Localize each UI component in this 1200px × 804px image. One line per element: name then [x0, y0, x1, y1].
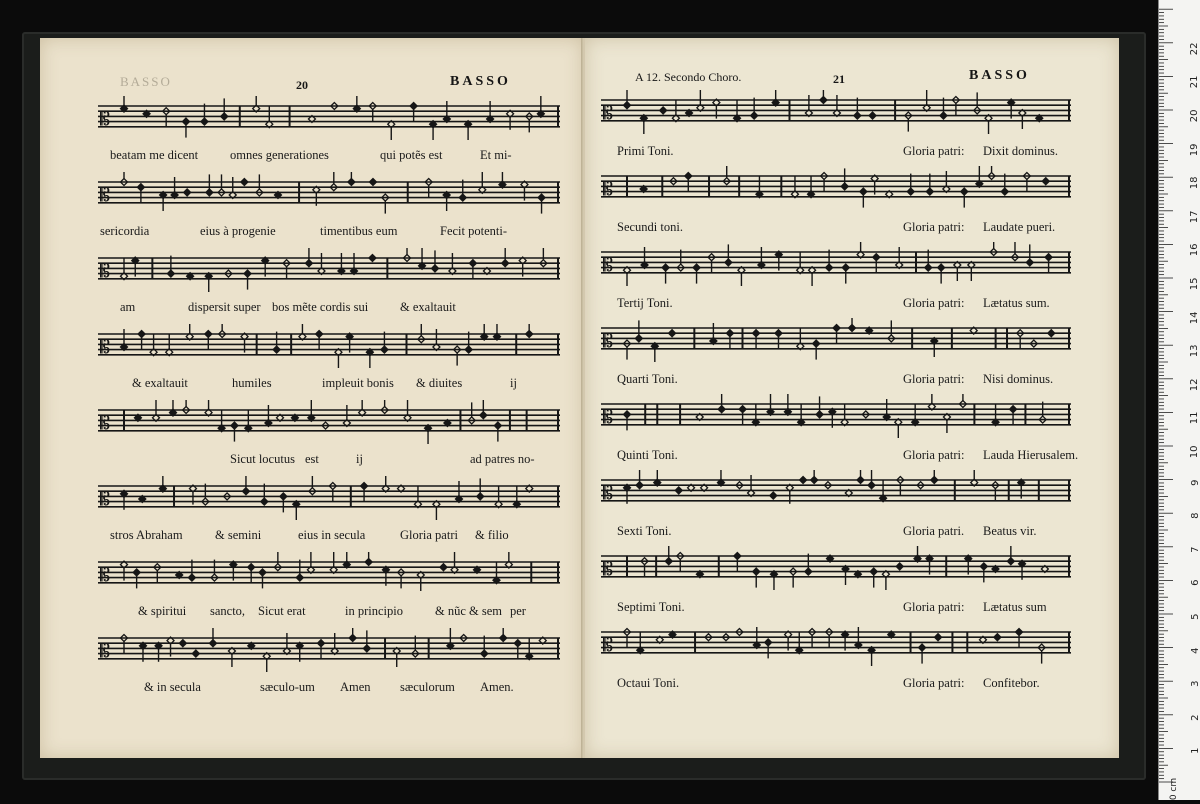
ruler-mark: 3 — [1190, 681, 1200, 687]
svg-text:𝄡: 𝄡 — [603, 559, 613, 580]
measuring-ruler — [1158, 0, 1200, 800]
lyric-text: ad patres no- — [470, 452, 535, 467]
lyric-text: & nũc & sem — [435, 604, 502, 619]
lyric-text: humiles — [232, 376, 272, 391]
music-staff — [98, 324, 560, 368]
lyric-text: Octaui Toni. — [617, 676, 679, 691]
ruler-mark: 19 — [1190, 143, 1200, 156]
ruler-mark: 7 — [1190, 546, 1200, 552]
lyric-text: eius in secula — [298, 528, 365, 543]
svg-text:𝄡: 𝄡 — [100, 109, 110, 130]
lyric-text: & spiritui — [138, 604, 186, 619]
lyric-text: Lætatus sum — [983, 600, 1047, 615]
lyric-text: Lætatus sum. — [983, 296, 1050, 311]
lyric-text: timentibus eum — [320, 224, 397, 239]
ruler-mark: 14 — [1190, 311, 1200, 324]
lyric-text: ij — [510, 376, 517, 391]
lyric-text: stros Abraham — [110, 528, 183, 543]
lyric-text: Septimi Toni. — [617, 600, 685, 615]
lyric-text: est — [305, 452, 319, 467]
lyric-text: Gloria patri: — [903, 296, 964, 311]
lyric-text: Sicut locutus — [230, 452, 295, 467]
lyric-text: Amen. — [480, 680, 514, 695]
ruler-mark: 6 — [1190, 580, 1200, 586]
music-staff — [601, 470, 1071, 514]
music-staff — [601, 242, 1071, 286]
ruler-mark: 22 — [1190, 42, 1200, 55]
ruler-mark: 1 — [1190, 748, 1200, 754]
lyric-text: Gloria patri: — [903, 220, 964, 235]
right-page — [585, 38, 1119, 758]
svg-text:𝄡: 𝄡 — [100, 261, 110, 282]
svg-text:𝄡: 𝄡 — [100, 413, 110, 434]
music-staff — [98, 400, 560, 444]
music-staff — [98, 476, 560, 520]
ruler-mark: 9 — [1190, 479, 1200, 485]
svg-text:𝄡: 𝄡 — [603, 103, 613, 124]
music-staff — [601, 394, 1071, 438]
page-number: 21 — [833, 72, 845, 87]
bleed-through-text: BASSO — [120, 74, 172, 90]
ruler-mark: 10 — [1190, 446, 1200, 459]
lyric-text: Gloria patri — [400, 528, 458, 543]
lyric-text: eius à progenie — [200, 224, 276, 239]
lyric-text: & semini — [215, 528, 261, 543]
lyric-text: sericordia — [100, 224, 149, 239]
ruler-unit: 0 cm — [1169, 778, 1179, 800]
music-staff — [601, 622, 1071, 666]
lyric-text: Lauda Hierusalem. — [983, 448, 1078, 463]
ruler-mark: 15 — [1190, 278, 1200, 291]
lyric-text: Fecit potenti- — [440, 224, 507, 239]
ruler-mark: 11 — [1190, 412, 1200, 425]
lyric-text: Gloria patri: — [903, 372, 964, 387]
lyric-text: impleuit bonis — [322, 376, 394, 391]
svg-text:𝄡: 𝄡 — [603, 407, 613, 428]
lyric-text: Et mi- — [480, 148, 512, 163]
ruler-mark: 2 — [1190, 714, 1200, 720]
ruler-mark: 16 — [1190, 244, 1200, 257]
ruler-mark: 12 — [1190, 378, 1200, 391]
svg-text:𝄡: 𝄡 — [603, 483, 613, 504]
ruler-mark: 8 — [1190, 513, 1200, 519]
music-staff — [98, 96, 560, 140]
music-staff — [601, 318, 1071, 362]
lyric-text: Sicut erat — [258, 604, 306, 619]
lyric-text: dispersit super — [188, 300, 261, 315]
music-staff — [98, 172, 560, 216]
left-page — [40, 38, 583, 758]
music-staff — [98, 628, 560, 672]
svg-text:𝄡: 𝄡 — [100, 489, 110, 510]
lyric-text: per — [510, 604, 526, 619]
lyric-text: & exaltauit — [132, 376, 188, 391]
lyric-text: & in secula — [144, 680, 201, 695]
music-staff — [601, 90, 1071, 134]
lyric-text: sancto, — [210, 604, 245, 619]
lyric-text: & diuites — [416, 376, 462, 391]
lyric-text: in principio — [345, 604, 403, 619]
lyric-text: Primi Toni. — [617, 144, 674, 159]
lyric-text: Quarti Toni. — [617, 372, 678, 387]
svg-text:𝄡: 𝄡 — [100, 185, 110, 206]
lyric-text: omnes generationes — [230, 148, 329, 163]
lyric-text: Gloria patri: — [903, 600, 964, 615]
lyric-text: am — [120, 300, 135, 315]
lyric-text: Tertij Toni. — [617, 296, 673, 311]
lyric-text: Gloria patri. — [903, 524, 964, 539]
lyric-text: qui potẽs est — [380, 148, 443, 163]
lyric-text: Quinti Toni. — [617, 448, 678, 463]
lyric-text: Laudate pueri. — [983, 220, 1055, 235]
part-name: BASSO — [450, 74, 511, 90]
lyric-text: Secundi toni. — [617, 220, 683, 235]
lyric-text: Gloria patri: — [903, 144, 964, 159]
ruler-mark: 21 — [1190, 76, 1200, 89]
lyric-text: Nisi dominus. — [983, 372, 1053, 387]
lyric-text: ij — [356, 452, 363, 467]
music-staff — [98, 552, 560, 596]
ruler-mark: 5 — [1190, 614, 1200, 620]
lyric-text: Amen — [340, 680, 371, 695]
choir-header: A 12. Secondo Choro. — [635, 70, 741, 85]
lyric-text: sæculorum — [400, 680, 455, 695]
ruler-mark: 4 — [1190, 647, 1200, 653]
lyric-text: Gloria patri: — [903, 448, 964, 463]
lyric-text: Dixit dominus. — [983, 144, 1058, 159]
svg-text:𝄡: 𝄡 — [100, 337, 110, 358]
music-staff — [601, 166, 1071, 210]
ruler-mark: 13 — [1190, 345, 1200, 358]
lyric-text: Beatus vir. — [983, 524, 1036, 539]
music-staff — [98, 248, 560, 292]
svg-text:𝄡: 𝄡 — [603, 255, 613, 276]
part-name: BASSO — [969, 68, 1030, 84]
lyric-text: beatam me dicent — [110, 148, 198, 163]
page-number: 20 — [296, 78, 308, 93]
lyric-text: Confitebor. — [983, 676, 1040, 691]
music-staff — [601, 546, 1071, 590]
ruler-mark: 17 — [1190, 210, 1200, 223]
lyric-text: sæculo-um — [260, 680, 315, 695]
svg-text:𝄡: 𝄡 — [603, 635, 613, 656]
lyric-text: Gloria patri: — [903, 676, 964, 691]
lyric-text: & exaltauit — [400, 300, 456, 315]
svg-text:𝄡: 𝄡 — [100, 565, 110, 586]
lyric-text: bos mẽte cordis sui — [272, 300, 368, 315]
ruler-mark: 20 — [1190, 110, 1200, 123]
ruler-mark: 18 — [1190, 177, 1200, 190]
svg-text:𝄡: 𝄡 — [100, 641, 110, 662]
lyric-text: & filio — [475, 528, 509, 543]
svg-text:𝄡: 𝄡 — [603, 179, 613, 200]
lyric-text: Sexti Toni. — [617, 524, 671, 539]
svg-text:𝄡: 𝄡 — [603, 331, 613, 352]
